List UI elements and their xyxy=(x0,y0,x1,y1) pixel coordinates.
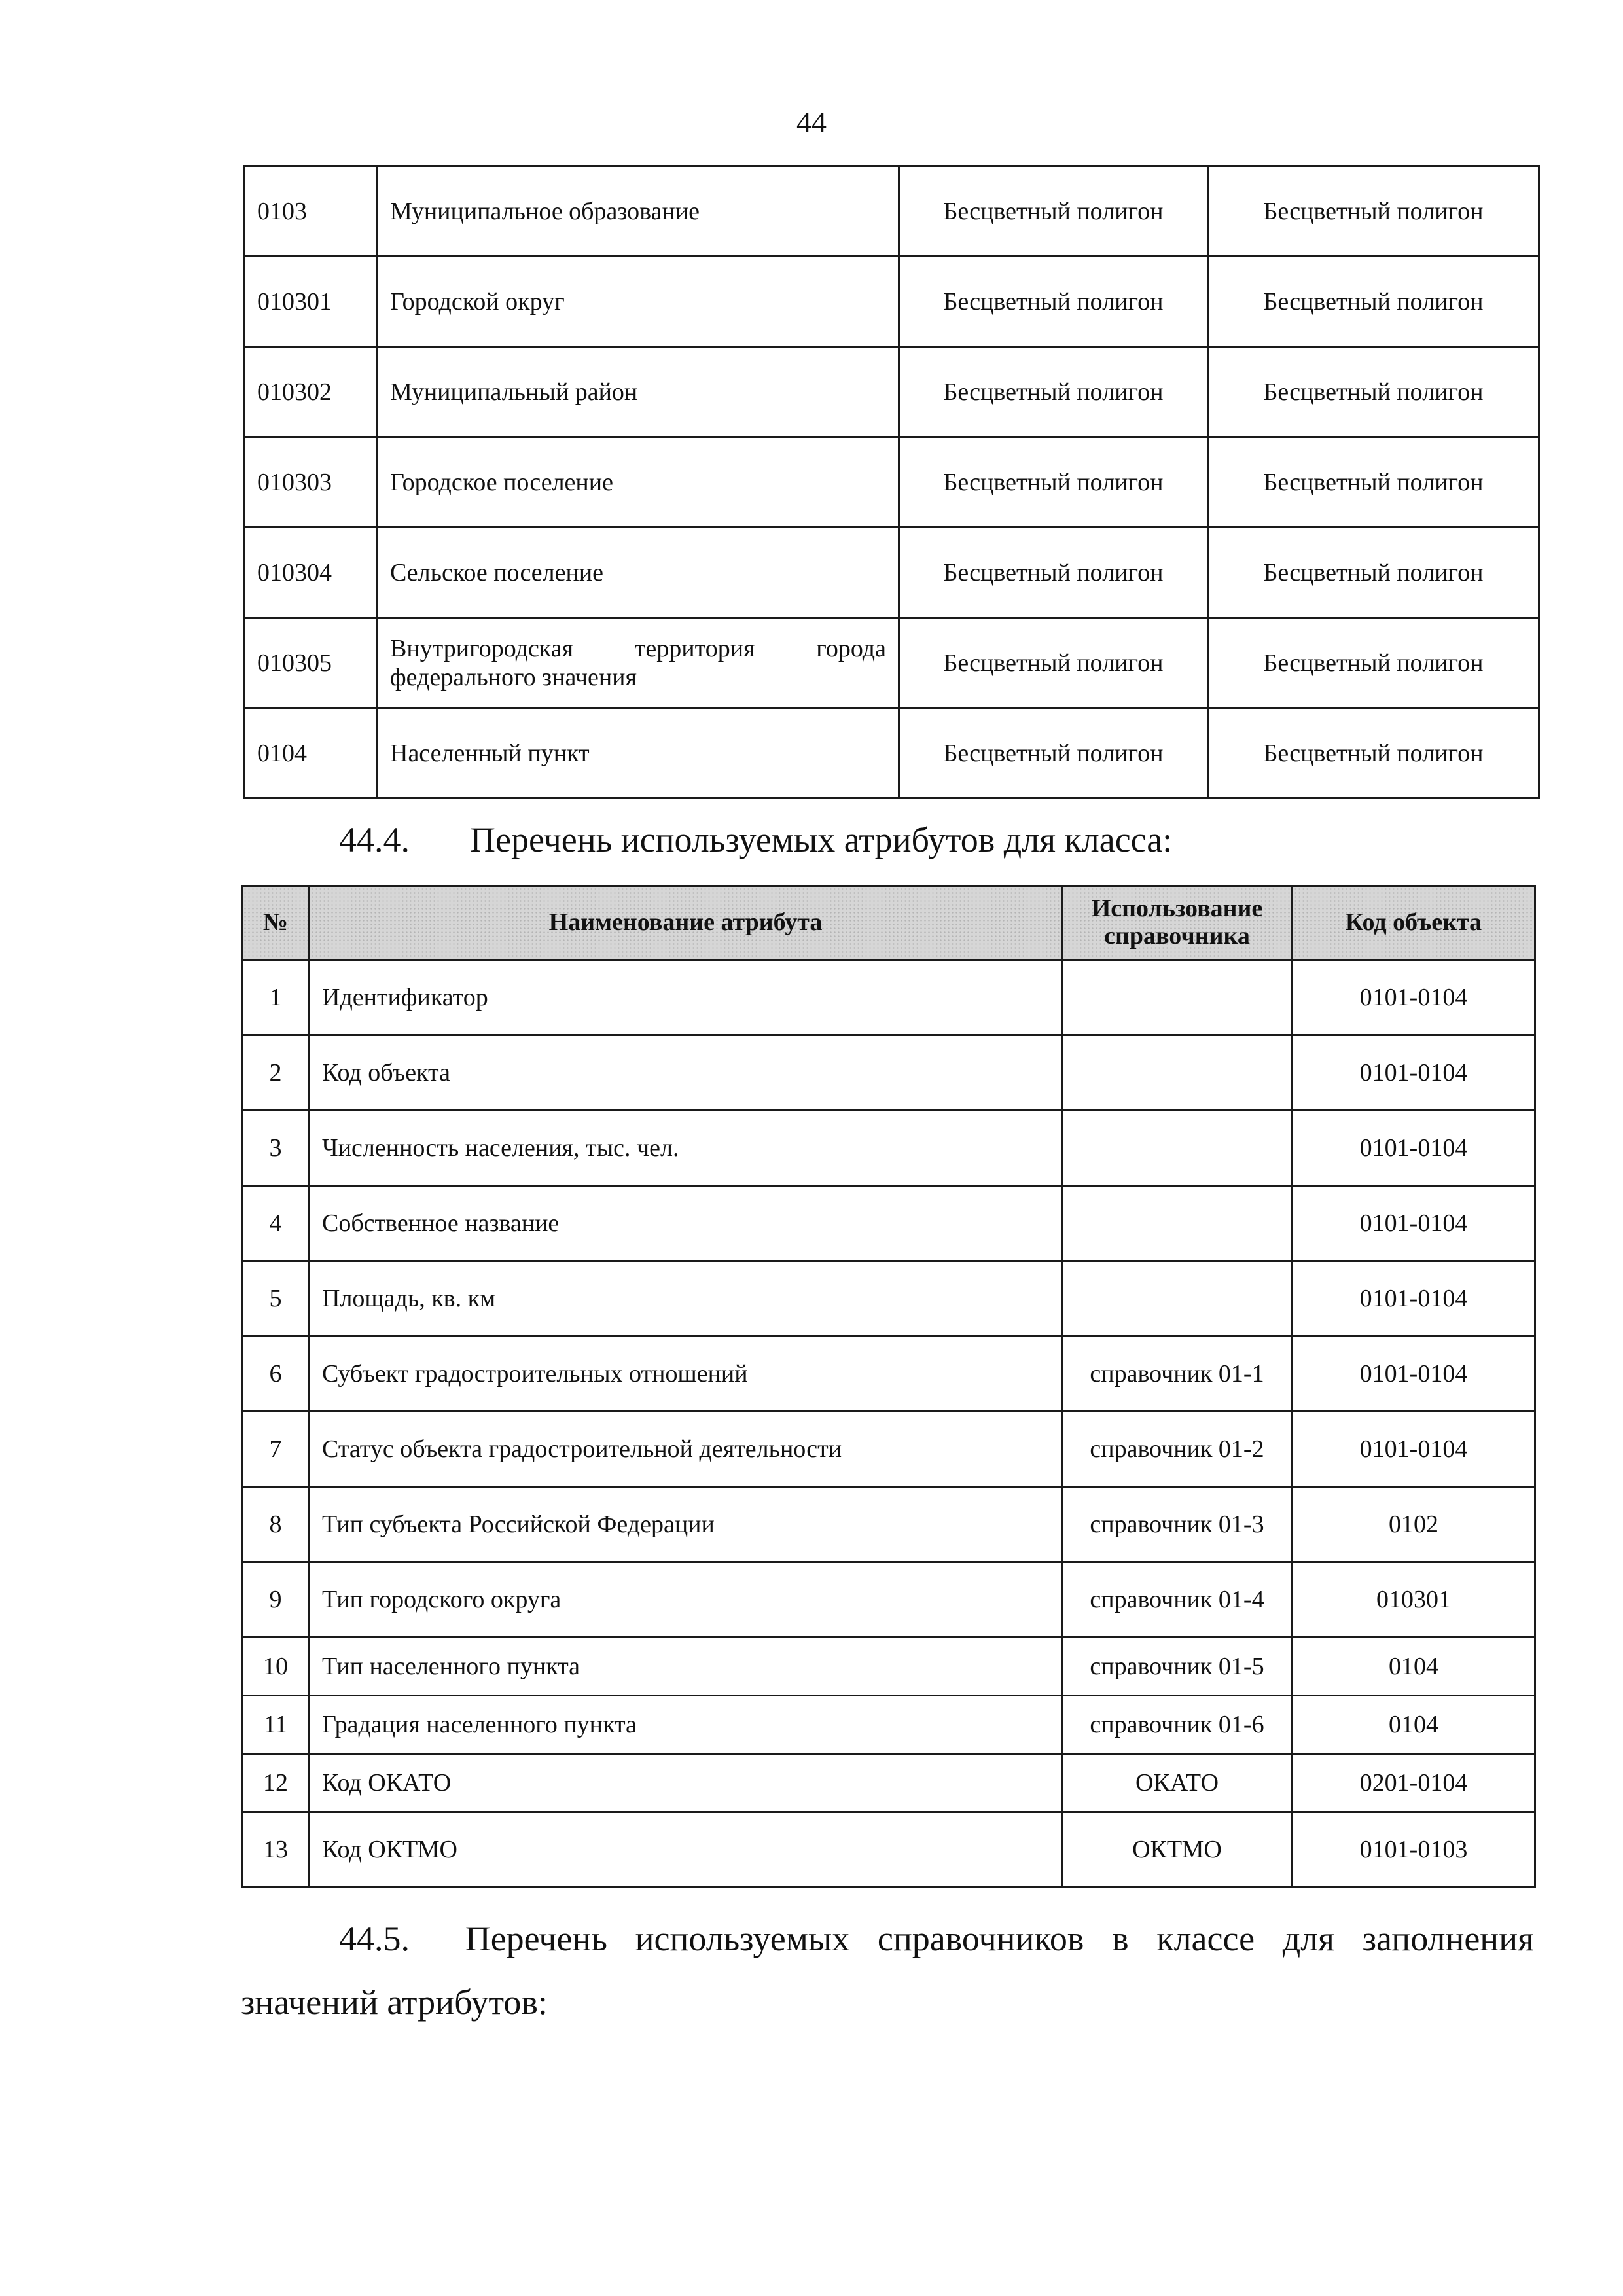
attribute-name: Код ОКАТО xyxy=(310,1754,1062,1812)
reference xyxy=(1062,1111,1293,1186)
row-num: 11 xyxy=(242,1696,310,1754)
class-name-line1 xyxy=(390,634,886,663)
section-title: Перечень используемых атрибутов для класса: xyxy=(470,820,1173,859)
class-code: 010302 xyxy=(245,347,378,437)
word: Внутригородская xyxy=(390,634,574,662)
attribute-name: Статус объекта градостроительной деятельности xyxy=(310,1412,1062,1487)
object-code: 0104 xyxy=(1293,1696,1535,1754)
row-num: 3 xyxy=(242,1111,310,1186)
object-code: 0101-0104 xyxy=(1293,1412,1535,1487)
attribute-name: Код ОКТМО xyxy=(310,1812,1062,1888)
header-code: Код объекта xyxy=(1293,886,1535,960)
class-name: Муниципальное образование xyxy=(378,166,899,257)
header-ref-line1: Использование xyxy=(1091,895,1263,923)
table-row xyxy=(245,166,1539,257)
reference xyxy=(1062,1035,1293,1111)
table-header-row xyxy=(242,886,1535,960)
header-name: Наименование атрибута xyxy=(310,886,1062,960)
object-code: 0101-0104 xyxy=(1293,1261,1535,1336)
row-num: 13 xyxy=(242,1812,310,1888)
object-code: 0102 xyxy=(1293,1487,1535,1562)
word: классе xyxy=(1156,1919,1255,1958)
table-row xyxy=(242,1336,1535,1412)
attribute-name: Собственное название xyxy=(310,1186,1062,1261)
section-number: 44.5. xyxy=(339,1919,410,1958)
attribute-name: Идентификатор xyxy=(310,960,1062,1035)
reference: ОКТМО xyxy=(1062,1812,1293,1888)
attribute-name: Градация населенного пункта xyxy=(310,1696,1062,1754)
table-row xyxy=(245,437,1539,528)
reference: справочник 01-6 xyxy=(1062,1696,1293,1754)
section-heading-44-4 xyxy=(339,819,1172,860)
row-num: 12 xyxy=(242,1754,310,1812)
reference: ОКАТО xyxy=(1062,1754,1293,1812)
table-row xyxy=(245,708,1539,798)
row-num: 10 xyxy=(242,1638,310,1696)
attribute-name: Численность населения, тыс. чел. xyxy=(310,1111,1062,1186)
style-cell: Бесцветный полигон xyxy=(899,257,1208,347)
table-row xyxy=(242,1111,1535,1186)
word: используемых xyxy=(635,1919,850,1958)
reference: справочник 01-4 xyxy=(1062,1562,1293,1638)
reference: справочник 01-2 xyxy=(1062,1412,1293,1487)
class-code: 010301 xyxy=(245,257,378,347)
word: заполнения xyxy=(1362,1919,1534,1958)
table-row xyxy=(242,1754,1535,1812)
style-cell: Бесцветный полигон xyxy=(1208,708,1539,798)
style-cell: Бесцветный полигон xyxy=(899,708,1208,798)
style-cell: Бесцветный полигон xyxy=(1208,618,1539,708)
row-num: 6 xyxy=(242,1336,310,1412)
style-cell: Бесцветный полигон xyxy=(1208,166,1539,257)
reference: справочник 01-3 xyxy=(1062,1487,1293,1562)
table-row xyxy=(242,1261,1535,1336)
style-cell: Бесцветный полигон xyxy=(899,528,1208,618)
row-num: 2 xyxy=(242,1035,310,1111)
table-row xyxy=(242,1696,1535,1754)
section-heading-44-5 xyxy=(241,1921,1534,1956)
row-num: 9 xyxy=(242,1562,310,1638)
table-row xyxy=(242,1186,1535,1261)
word: города xyxy=(816,634,886,662)
reference xyxy=(1062,1186,1293,1261)
attribute-name: Тип городского округа xyxy=(310,1562,1062,1638)
header-num: № xyxy=(242,886,310,960)
style-cell: Бесцветный полигон xyxy=(1208,437,1539,528)
class-code: 0104 xyxy=(245,708,378,798)
row-num: 5 xyxy=(242,1261,310,1336)
attributes-table xyxy=(241,885,1536,1888)
class-name-line2: федерального значения xyxy=(390,663,637,691)
section-44-5-continuation: значений атрибутов: xyxy=(241,1982,548,2022)
attribute-name: Код объекта xyxy=(310,1035,1062,1111)
header-ref-line2: справочника xyxy=(1104,922,1250,950)
style-cell: Бесцветный полигон xyxy=(1208,257,1539,347)
table-row xyxy=(242,1035,1535,1111)
attribute-name: Площадь, кв. км xyxy=(310,1261,1062,1336)
table-row xyxy=(245,528,1539,618)
style-cell: Бесцветный полигон xyxy=(1208,528,1539,618)
class-name: Сельское поселение xyxy=(378,528,899,618)
table-row xyxy=(245,257,1539,347)
attribute-name: Тип субъекта Российской Федерации xyxy=(310,1487,1062,1562)
table-row xyxy=(245,618,1539,708)
attribute-name: Субъект градостроительных отношений xyxy=(310,1336,1062,1412)
table-row xyxy=(242,1638,1535,1696)
object-code: 0101-0104 xyxy=(1293,1111,1535,1186)
attribute-name: Тип населенного пункта xyxy=(310,1638,1062,1696)
object-code: 0104 xyxy=(1293,1638,1535,1696)
section-number: 44.4. xyxy=(339,820,410,859)
class-name xyxy=(378,618,899,708)
object-code: 0101-0103 xyxy=(1293,1812,1535,1888)
class-code: 0103 xyxy=(245,166,378,257)
style-cell: Бесцветный полигон xyxy=(899,166,1208,257)
class-code: 010305 xyxy=(245,618,378,708)
class-code: 010304 xyxy=(245,528,378,618)
reference xyxy=(1062,1261,1293,1336)
style-cell: Бесцветный полигон xyxy=(1208,347,1539,437)
table-row xyxy=(242,1487,1535,1562)
row-num: 1 xyxy=(242,960,310,1035)
reference: справочник 01-5 xyxy=(1062,1638,1293,1696)
table-row xyxy=(242,960,1535,1035)
word: для xyxy=(1282,1919,1335,1958)
row-num: 8 xyxy=(242,1487,310,1562)
table-row xyxy=(242,1562,1535,1638)
style-cell: Бесцветный полигон xyxy=(899,347,1208,437)
page-number: 44 xyxy=(796,105,827,139)
reference: справочник 01-1 xyxy=(1062,1336,1293,1412)
table-row xyxy=(242,1812,1535,1888)
word: Перечень xyxy=(465,1919,607,1958)
table-row xyxy=(242,1412,1535,1487)
header-ref xyxy=(1062,886,1293,960)
object-code: 0101-0104 xyxy=(1293,1186,1535,1261)
object-code: 0101-0104 xyxy=(1293,1035,1535,1111)
class-name: Муниципальный район xyxy=(378,347,899,437)
style-cell: Бесцветный полигон xyxy=(899,618,1208,708)
classes-table xyxy=(243,165,1540,799)
class-code: 010303 xyxy=(245,437,378,528)
style-cell: Бесцветный полигон xyxy=(899,437,1208,528)
class-name: Городской округ xyxy=(378,257,899,347)
class-name: Городское поселение xyxy=(378,437,899,528)
object-code: 0101-0104 xyxy=(1293,960,1535,1035)
object-code: 0201-0104 xyxy=(1293,1754,1535,1812)
word: справочников xyxy=(877,1919,1084,1958)
object-code: 010301 xyxy=(1293,1562,1535,1638)
reference xyxy=(1062,960,1293,1035)
word: в xyxy=(1112,1919,1129,1958)
row-num: 7 xyxy=(242,1412,310,1487)
class-name: Населенный пункт xyxy=(378,708,899,798)
table-row xyxy=(245,347,1539,437)
object-code: 0101-0104 xyxy=(1293,1336,1535,1412)
word: территория xyxy=(634,634,755,662)
row-num: 4 xyxy=(242,1186,310,1261)
